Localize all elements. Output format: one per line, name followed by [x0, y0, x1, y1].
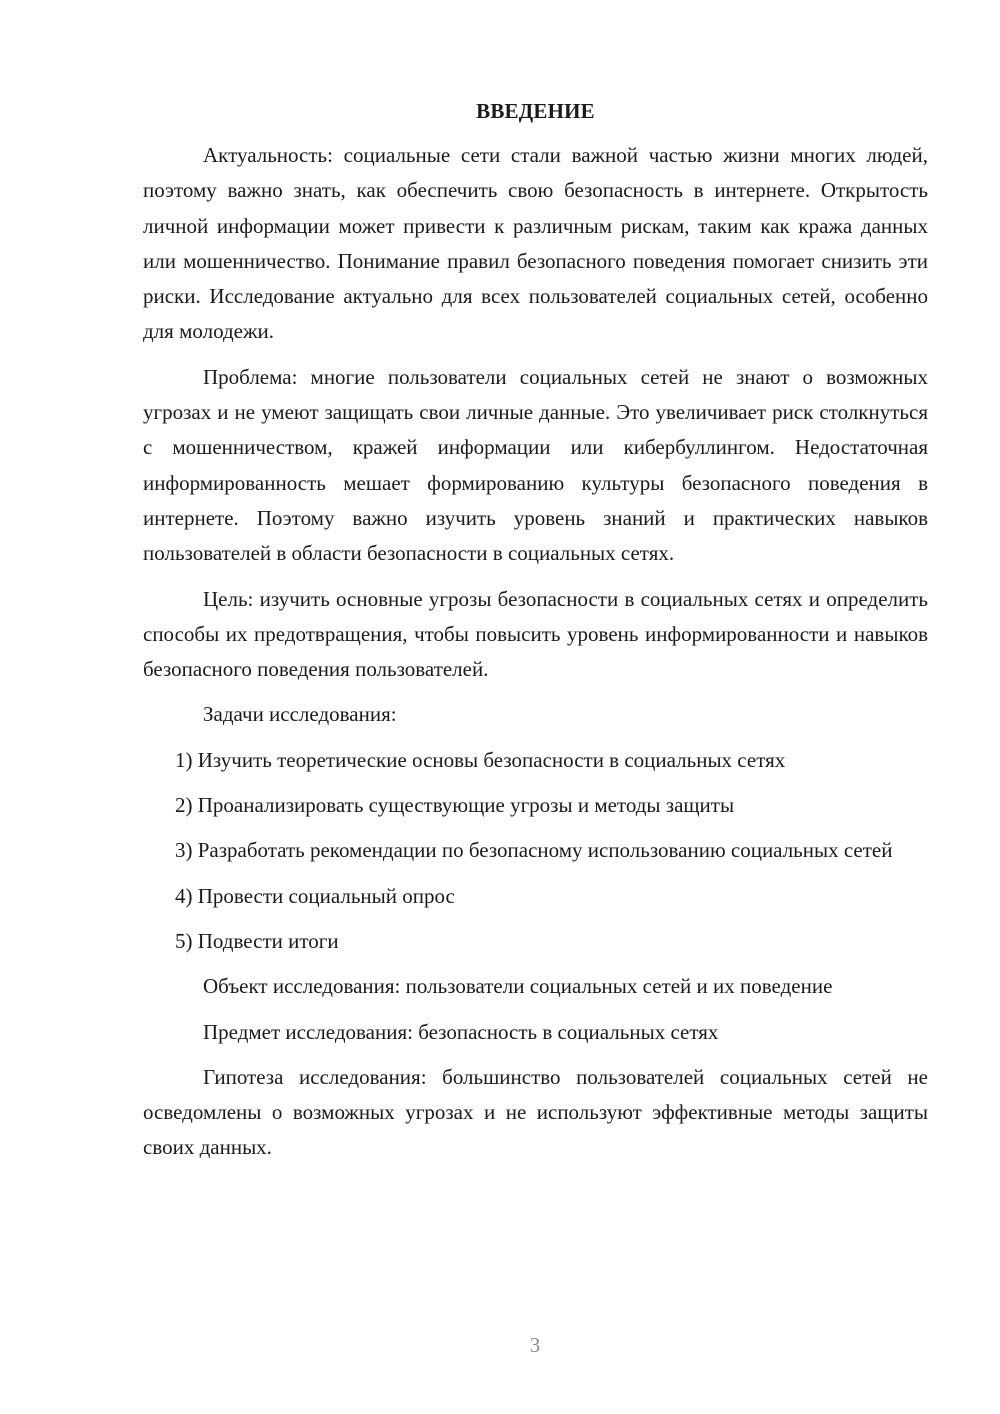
- task-item: 1) Изучить теоретические основы безопасности в социальных сетях: [175, 747, 786, 772]
- page-number: 3: [529, 1333, 541, 1357]
- hypothesis-paragraph: Гипотеза исследования: большинство пользователей социальных сетей не осведомлены о возможных угрозах и не используют эффективные методы защиты своих данных.: [143, 1064, 928, 1160]
- tasks-heading: Задачи исследования:: [203, 702, 397, 727]
- task-item: 3) Разработать рекомендации по безопасному использованию социальных сетей: [175, 838, 893, 863]
- subject-paragraph: Предмет исследования: безопасность в социальных сетях: [203, 1019, 719, 1044]
- relevance-paragraph: Актуальность: социальные сети стали важной частью жизни многих людей, поэтому важно знать, как обеспечить свою безопасность в интернете. Открытость личной информации может привести к различным рискам, таким как кража данных или мошенничество. Понимание правил безопасного поведения помогает снизить эти риски. Исследование актуально для всех пользователей социальных сетей, особенно для молодежи.: [143, 143, 928, 344]
- goal-paragraph: Цель: изучить основные угрозы безопасности в социальных сетях и определить способы их предотвращения, чтобы повысить уровень информированности и навыков безопасного поведения пользователей.: [143, 586, 928, 682]
- task-item: 4) Провести социальный опрос: [175, 883, 455, 908]
- page-title: ВВЕДЕНИЕ: [476, 99, 595, 123]
- page-content: [143, 96, 928, 1176]
- task-item: 5) Подвести итоги: [175, 928, 339, 953]
- task-item: 2) Проанализировать существующие угрозы и методы защиты: [175, 793, 735, 818]
- object-paragraph: Объект исследования: пользователи социальных сетей и их поведение: [203, 974, 833, 999]
- problem-paragraph: Проблема: многие пользователи социальных сетей не знают о возможных угрозах и не умеют защищать свои личные данные. Это увеличивает риск столкнуться с мошенничеством, кражей информации или кибербуллингом. Недостаточная информированность мешает формированию культуры безопасного поведения в интернете. Поэтому важно изучить уровень знаний и практических навыков пользователей в области безопасности в социальных сетях.: [143, 364, 928, 566]
